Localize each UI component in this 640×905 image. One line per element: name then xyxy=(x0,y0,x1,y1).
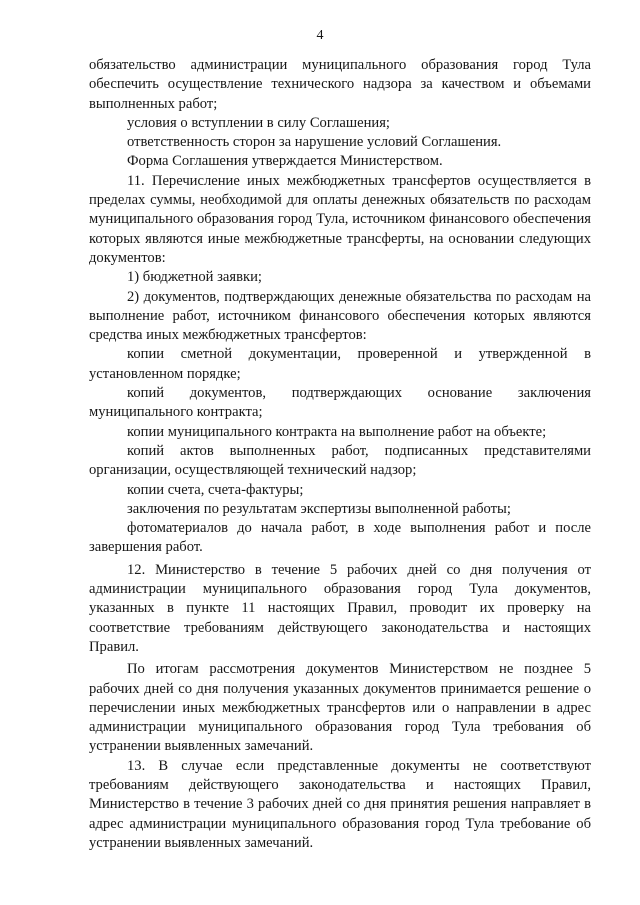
clause-12: 12. Министерство в течение 5 рабочих дней со дня получения от администрации муниципального образования город Тула документов, указанных в пункте 11 настоящих Правил, проводит их проверку на соответствие требованиям действующего законодательства и настоящих Правил. xyxy=(89,561,591,655)
paragraph-entry-into-force: условия о вступлении в силу Соглашения; xyxy=(127,114,390,131)
paragraph-responsibility: ответственность сторон за нарушение условий Соглашения. xyxy=(127,134,502,151)
clause-11-item-1: 1) бюджетной заявки; xyxy=(127,269,262,286)
list-item-invoice-copies: копии счета, счета-фактуры; xyxy=(127,481,304,498)
list-item-work-acts-copies: копий актов выполненных работ, подписанных представителями организации, осуществляющей технический надзор; xyxy=(89,442,591,479)
list-item-estimate-copies: копии сметной документации, проверенной и утвержденной в установленном порядке; xyxy=(89,346,591,382)
paragraph-obligation-supervision: обязательство администрации муниципального образования город Тула обеспечить осуществление технического надзора за качеством и объемами выполненных работ; xyxy=(89,57,591,112)
paragraph-review-results: По итогам рассмотрения документов Министерством не позднее 5 рабочих дней со дня получения указанных документов принимается решение о перечислении иных межбюджетных трансфертов или о направлении в адрес администрации муниципального образования город Тула требования об устранении выявленных замечаний. xyxy=(89,661,591,755)
clause-11-item-2: 2) документов, подтверждающих денежные обязательства по расходам на выполнение работ, источником финансового обеспечения которых являются средства иных межбюджетных трансфертов: xyxy=(89,288,591,344)
list-item-contract-basis-copies: копий документов, подтверждающих основание заключения муниципального контракта; xyxy=(89,385,591,421)
clause-13: 13. В случае если представленные документы не соответствуют требованиям действующего законодательства и настоящих Правил, Министерство в течение 3 рабочих дней со дня принятия решения направляет в адрес администрации муниципального образования город Тула требование об устранении выявленных замечаний. xyxy=(89,757,591,851)
list-item-contract-copy: копии муниципального контракта на выполнение работ на объекте; xyxy=(127,423,547,440)
list-item-photo-materials: фотоматериалов до начала работ, в ходе выполнения работ и после завершения работ. xyxy=(89,520,591,556)
page-number: 4 xyxy=(316,28,324,43)
paragraph-agreement-form: Форма Соглашения утверждается Министерством. xyxy=(127,153,443,170)
clause-11: 11. Перечисление иных межбюджетных трансфертов осуществляется в пределах суммы, необходимой для оплаты денежных обязательств по расходам муниципального образования город Тула, источником финансового обеспечения которых являются иные межбюджетные трансферты, на основании следующих документов: xyxy=(89,172,591,266)
list-item-expertise-conclusions: заключения по результатам экспертизы выполненной работы; xyxy=(127,500,511,517)
